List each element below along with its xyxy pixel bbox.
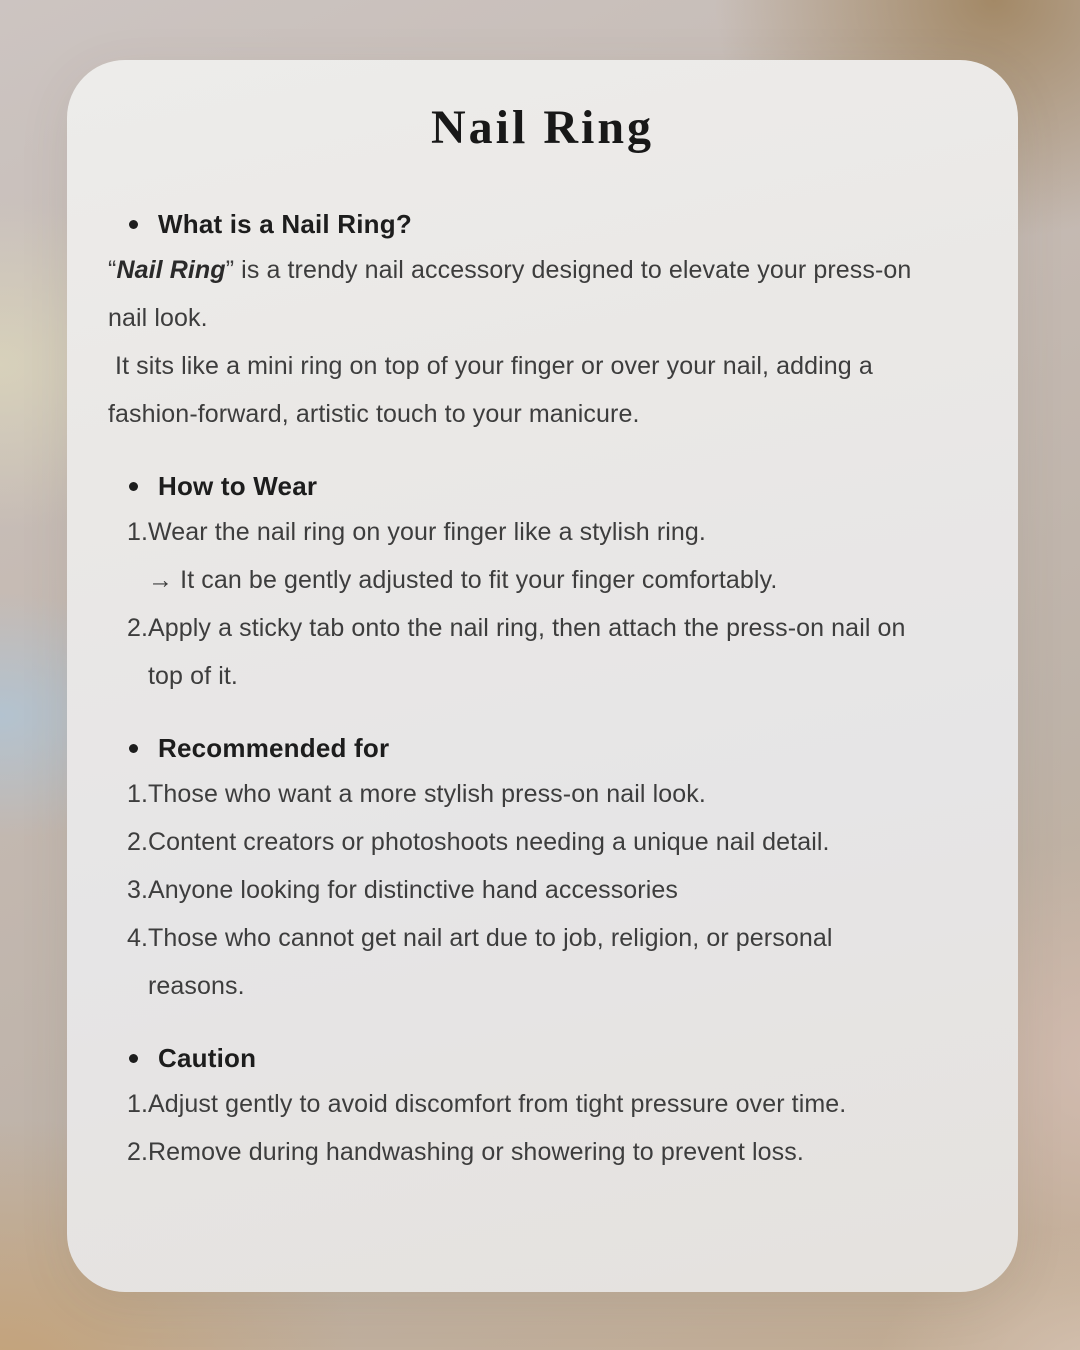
- section-caution: [67, 1036, 1018, 1176]
- list-item: [127, 604, 1018, 652]
- list-number: 3.: [127, 876, 149, 904]
- section-what-is-a-nail-ring: [67, 202, 1018, 438]
- page-title: Nail Ring: [430, 101, 655, 154]
- section-heading-row: [67, 726, 1018, 770]
- info-card: [67, 60, 1018, 1292]
- list-item-continuation: [127, 652, 1018, 700]
- section-heading: How to Wear: [158, 471, 318, 501]
- section-heading: What is a Nail Ring?: [158, 209, 412, 239]
- list-item-note: [127, 556, 1018, 604]
- list-text: Those who cannot get nail art due to job, religion, or personal: [148, 924, 833, 952]
- numbered-list: [67, 508, 1018, 700]
- bullet-icon: [129, 482, 138, 491]
- list-item: [127, 508, 1018, 556]
- section-heading-row: [67, 1036, 1018, 1080]
- list-number: 2.: [127, 828, 149, 856]
- list-item: [127, 866, 1018, 914]
- list-number: 2.: [127, 614, 149, 642]
- bullet-icon: [129, 744, 138, 753]
- intro-paragraph: [67, 246, 1018, 438]
- list-text: Those who want a more stylish press-on nail look.: [148, 780, 706, 808]
- list-item: [127, 770, 1018, 818]
- list-item: [127, 1080, 1018, 1128]
- body-line: It sits like a mini ring on top of your finger or over your nail, adding a: [108, 352, 873, 380]
- open-quote: “: [108, 256, 117, 284]
- list-text: top of it.: [148, 662, 238, 690]
- numbered-list: [67, 770, 1018, 1010]
- list-text: Content creators or photoshoots needing a unique nail detail.: [148, 828, 830, 856]
- list-number: 1.: [127, 780, 149, 808]
- list-text: Adjust gently to avoid discomfort from tight pressure over time.: [148, 1090, 847, 1118]
- section-heading: Caution: [158, 1043, 257, 1073]
- arrow-note: → It can be gently adjusted to fit your finger comfortably.: [148, 566, 778, 594]
- section-heading-row: [67, 464, 1018, 508]
- section-how-to-wear: [67, 464, 1018, 700]
- bullet-icon: [129, 220, 138, 229]
- body-line: fashion-forward, artistic touch to your manicure.: [108, 400, 640, 428]
- list-item: [127, 914, 1018, 962]
- list-number: 1.: [127, 1090, 149, 1118]
- section-heading-row: [67, 202, 1018, 246]
- list-text: Wear the nail ring on your finger like a stylish ring.: [148, 518, 706, 546]
- section-recommended-for: [67, 726, 1018, 1010]
- numbered-list: [67, 1080, 1018, 1176]
- list-item: [127, 818, 1018, 866]
- product-term: Nail Ring: [116, 256, 226, 284]
- bullet-icon: [129, 1054, 138, 1063]
- list-number: 2.: [127, 1138, 149, 1166]
- list-number: 1.: [127, 518, 149, 546]
- body-line: [108, 246, 1018, 294]
- section-heading: Recommended for: [158, 733, 390, 763]
- list-text: Apply a sticky tab onto the nail ring, then attach the press-on nail on: [148, 614, 906, 642]
- list-text: reasons.: [148, 972, 245, 1000]
- list-text: Remove during handwashing or showering to prevent loss.: [148, 1138, 804, 1166]
- list-item: [127, 1128, 1018, 1176]
- list-item-continuation: [127, 962, 1018, 1010]
- list-text: Anyone looking for distinctive hand accessories: [148, 876, 678, 904]
- list-number: 4.: [127, 924, 149, 952]
- body-line: nail look.: [108, 304, 208, 332]
- body-text: ” is a trendy nail accessory designed to elevate your press-on: [225, 256, 912, 284]
